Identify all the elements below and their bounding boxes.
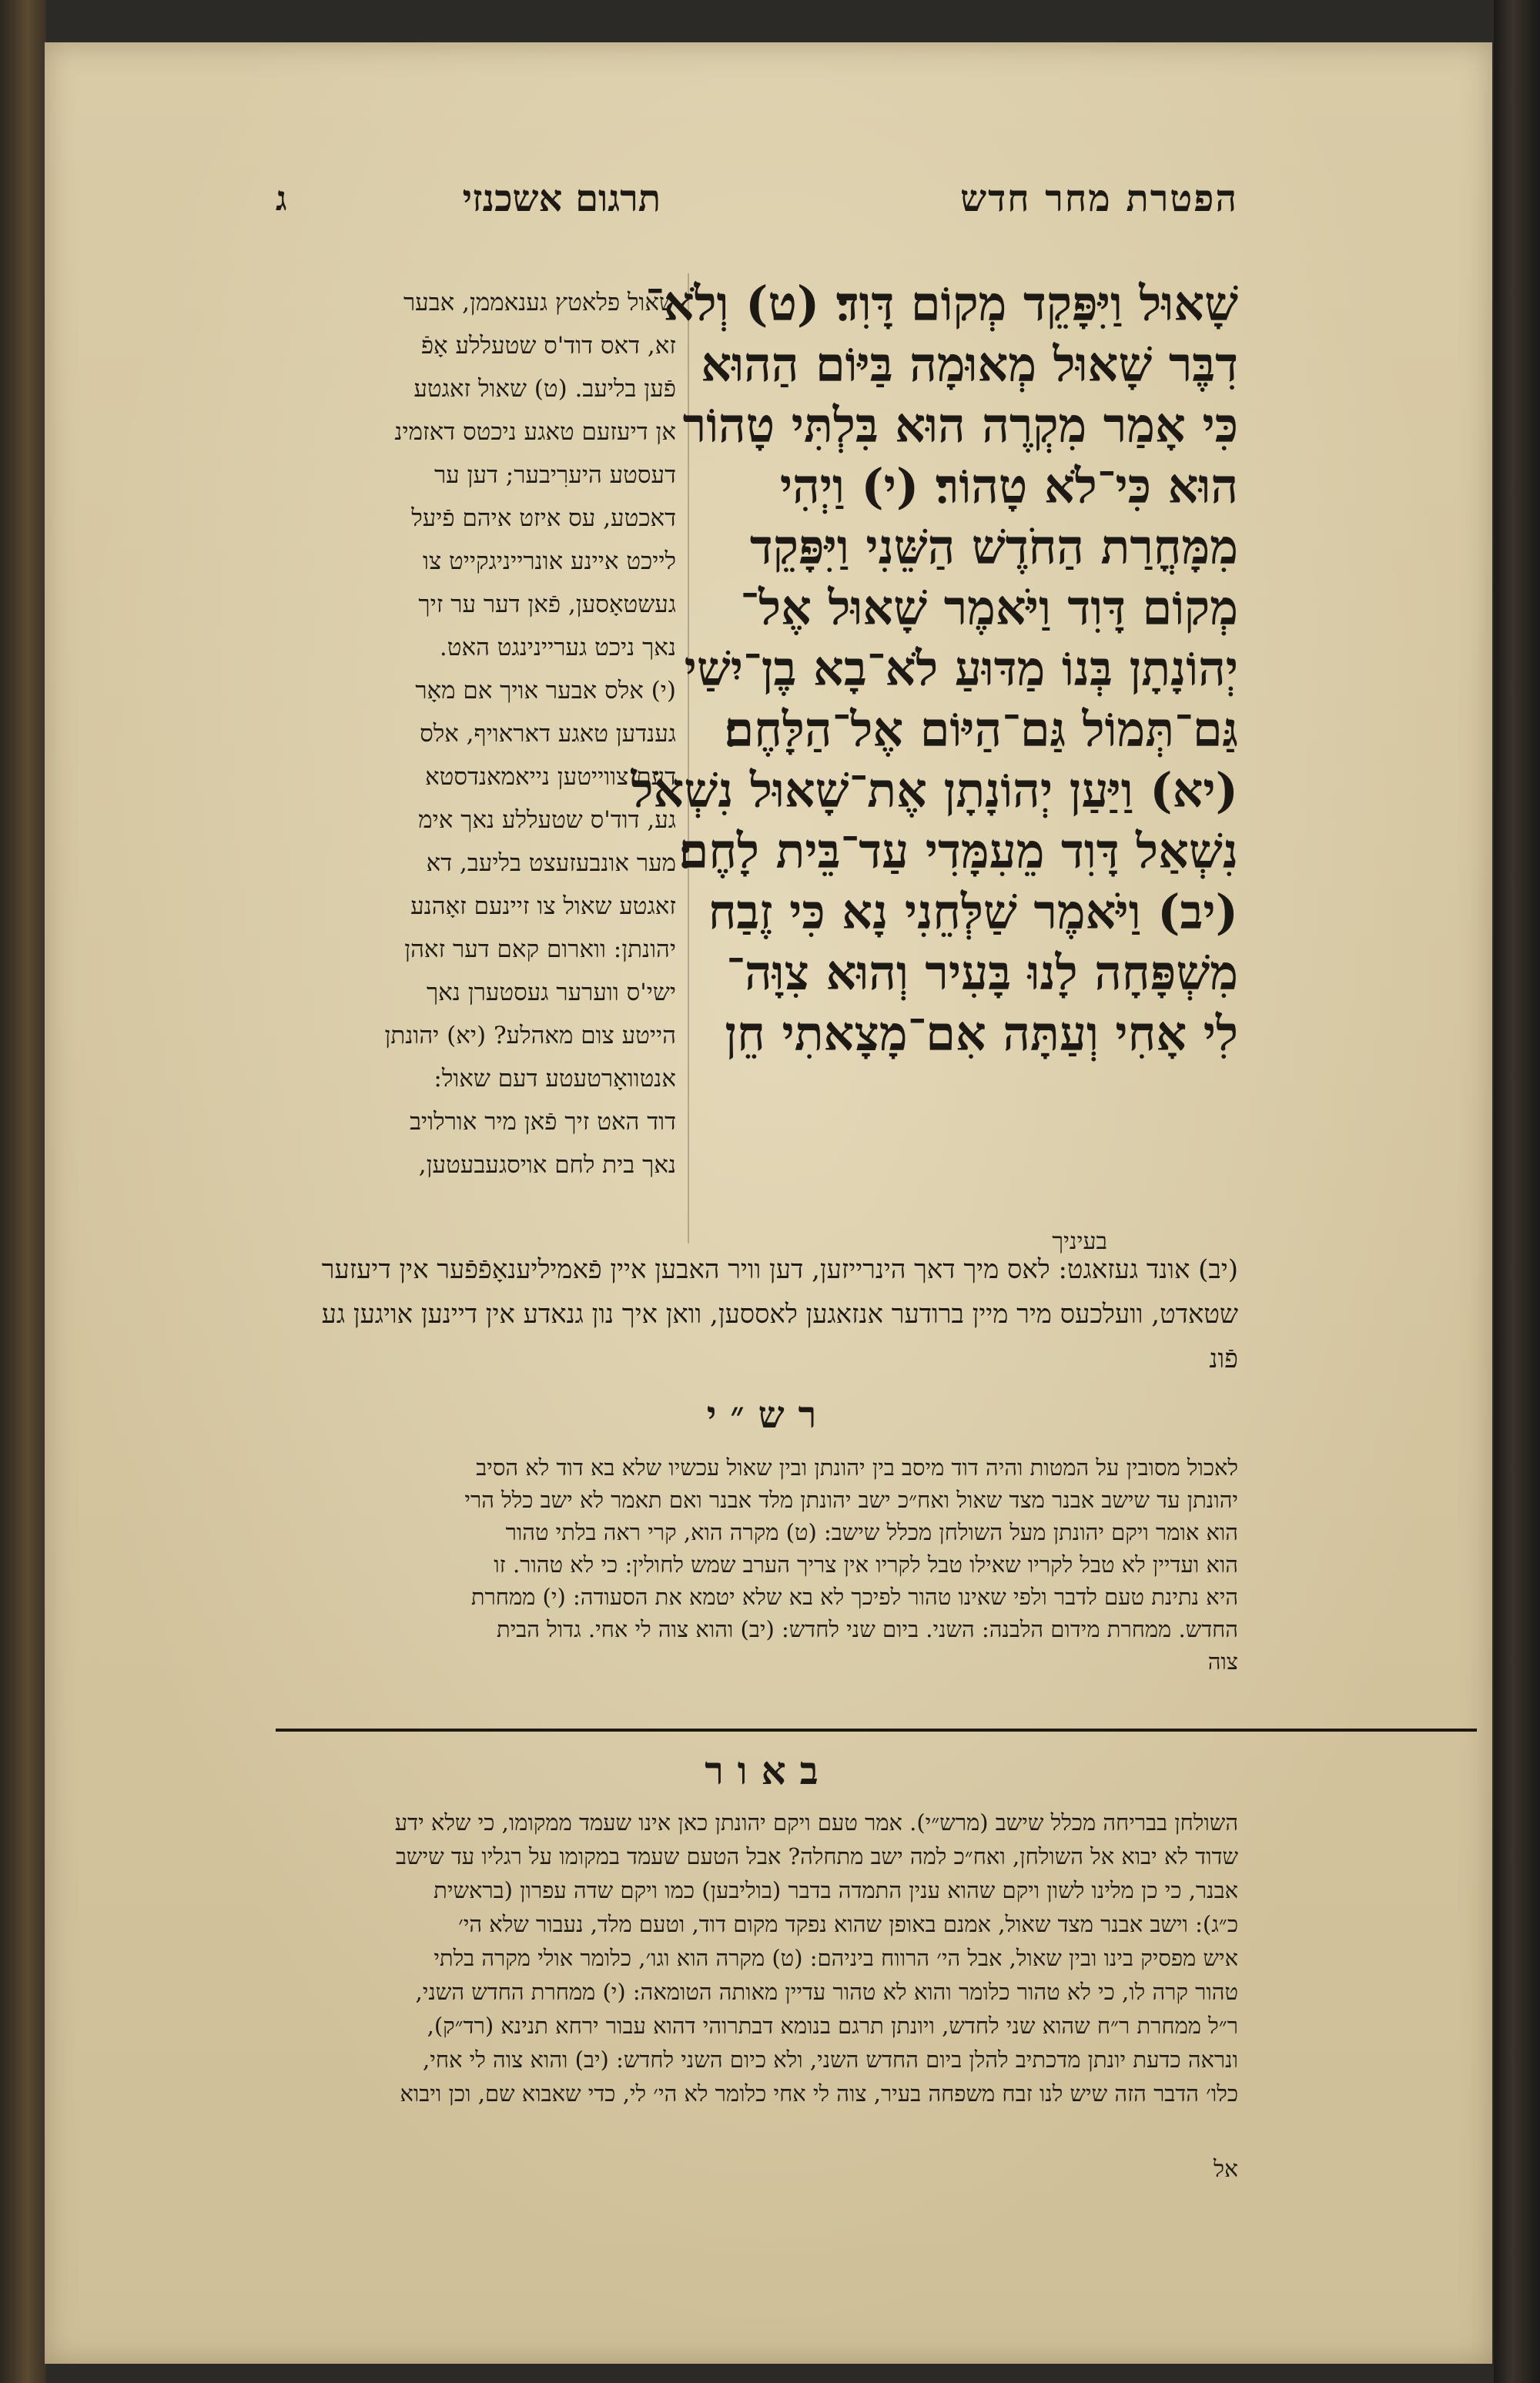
targum-line: אן דיעזעם טאגע ניכטס דאזמינ [394,418,676,446]
targum-line: יהונתן: ווארום קאם דער זאהן [404,935,676,963]
biur-line: טהור קרה לו, כי לא טהור כלומר והוא לא טהור עדיין מאותה הטומאה: (י) ממחרת החדש השני, [415,1979,1238,2005]
rashi-heading: רש״י [706,1394,831,1437]
rashi-commentary [52,1451,1238,1678]
biur-line: כ״ג): וישב אבנר מצד שאול, אמנם באופן שהוא נפקד מקום דוד, וטעם מלד, נעבור שלא הי׳ [458,1911,1238,1937]
page-header-title: הפטרת מחר חדש [960,177,1238,220]
main-text-line: (יא) וַיַּעַן יְהוֹנָתָן אֶת־שָׁאוּל נִשְׁאֹל [631,762,1238,818]
biur-line: כלו׳ הדבר הזה שיש לנו זבח משפחה בעיר, צוה לי אחי כלומר לא הי׳ לי, כדי שאבוא שם, וכן ויבוא [400,2080,1238,2107]
main-text-line: לִי אָחִי וְעַתָּה אִם־מָצָאתִי חֵן [725,1006,1238,1062]
rashi-line: צוה [1207,1648,1238,1675]
targum-wide-line: שטאדט, וועלכעס מיר מיין ברודער אנזאגען לאססען, וואן איך נון גנאדע אין דיינען אויגען גע [321,1299,1238,1330]
biur-commentary [52,1806,1238,2110]
targum-line: דאכטע, עס איזט איהם פֿיעל [411,504,676,532]
targum-line: שאול פלאטץ גענאממן, אבער [403,289,676,316]
rashi-line: החדש. ממחרת מידום הלבנה: השני. ביום שני לחדש: (יב) והוא צוה לי אחי. גדול הבית [497,1616,1238,1642]
biur-line: ונראה כדעת יונתן מדכתיב להלן ביום החדש השני, ולא כיום השני לחדש: (יב) והוא צוה לי אחי, [423,2047,1238,2073]
main-text-line: הוּא כִּי־לֹא טָהוֹר׃ (י) וַיְהִי [779,458,1238,514]
targum-line: ישי'ס ווערער געסטערן נאך [426,979,676,1006]
targum-line: זאגטע שאול צו זיינעם זאָהנע [410,892,676,920]
book-page-edge-right [1494,0,1540,2383]
main-text-line: שָׁאוּל וַיִּפָּקֵד מְקוֹם דָּוִד׃ (ט) וְלֹא־ [645,276,1238,332]
main-text-line: מִשְׁפָּחָה לָנוּ בָּעִיר וְהוּא צִוָּה־ [726,945,1238,1001]
rashi-line: הוא אומר ויקם יהונתן מעל השולחן מכלל שישב: (ט) מקרה הוא, קרי ראה בלתי טהור [505,1519,1238,1545]
targum-line: געשטאָסען, פֿאן דער ער זיך [418,591,676,618]
targum-line: לייכט איינע אונרייניגקייט צו [423,547,676,575]
targum-line: דעם צווייטען נייאמאנדסטא [425,763,676,791]
targum-line: נאך בית לחם אויסגעבעטען, [418,1151,676,1179]
targum-wide-line: פֿונ [1209,1344,1238,1374]
targum-line: נאך ניכט געריינינגט האט. [439,634,676,661]
biur-line: השולחן בבריחה מכלל שישב (מרש״י). אמר טעם ויקם יהונתן כאן אינו שעמד ממקומו, כי שלא ידע [394,1809,1238,1836]
targum-line: זא, דאס דוד'ס שטעללע אָפֿ [420,332,676,360]
main-text-line: יְהוֹנָתָן בְּנוֹ מַדּוּעַ לֹא־בָא בֶן־יִשַׁי [684,641,1238,697]
rashi-line: יהונתן עד שישב אבנר מצד שאול ואח״כ ישב יהונתן מלד אבנר ואם תאמר לא ישב כלל הרי [464,1487,1238,1513]
targum-line: אנטוואָרטעטע דעם שאול: [434,1065,676,1093]
rashi-line: לאכול מסובין על המטות והיה דוד מיסב בין יהונתן ובין שאול עכשיו שלא בא דוד לא הסיב [476,1454,1238,1481]
main-text-catchword: בעיניך [1052,1228,1107,1255]
rashi-line: היא נתינת טעם לדבר ולפי שאינו טהור לפיכך לא בא שלא יטמא את הסעודה: (י) ממחרת [470,1584,1238,1610]
main-text-line: דִבֶּר שָׁאוּל מְאוּמָה בַּיּוֹם הַהוּא [701,336,1238,393]
page-header-side-title: תרגום אשכנזי [462,177,661,220]
targum-wide-line: (יב) אונד געזאגט: לאס מיך דאך הינרייזען, דען וויר האבען איין פֿאמיליענאָפֿפֿער אין דיעזער [321,1254,1238,1285]
rashi-line: הוא ועדיין לא טבל לקריו שאילו טבל לקריו אין צריך הערב שמש לחולין: כי לא טהור. זו [494,1551,1238,1578]
page-number: ג [276,179,287,219]
targum-line: גענדען טאגע דאראויף, אלס [420,720,676,748]
biur-line: איש מפסיק בינו ובין שאול, אבל הי׳ הרווח ביניהם: (ט) מקרה הוא וגו׳, כלומר אולי מקרה בלתי [434,1945,1238,1971]
biur-catchword: אל [1213,2156,1238,2183]
targum-line: גע, דוד'ס שטעללע נאך אימ [418,806,676,834]
main-text-line: נִשְׁאַל דָּוִד מֵעִמָּדִי עַד־בֵּית לָחֶם׃ [678,823,1238,879]
targum-wide-block [52,1247,1238,1381]
main-text-line: כִּי אָמַר מִקְרֶה הוּא בִּלְתִּי טָהוֹר [682,397,1238,454]
section-divider [276,1729,1477,1732]
column-divider [688,273,689,1243]
targum-line: הייטע צום מאהלע? (יא) יהונתן [384,1022,676,1049]
book-page [45,42,1492,2364]
targum-line: דעסטע היערִיבער; דען ער [434,461,676,489]
targum-line: פֿען בליעב. (ט) שאול זאגטע [413,375,676,403]
book-spine-left [0,0,46,2383]
main-text-line: מְקוֹם דָּוִד וַיֹּאמֶר שָׁאוּל אֶל־ [740,580,1238,636]
targum-column [276,281,676,1186]
targum-line: מער אונבעזעצט בליעב, דא [426,849,676,877]
biur-line: אבנר, כי כן מלינו לשון ויקם שהוא ענין התמדה בדבר (בוליבען) כמו ויקם שדה עפרון (בראשית [434,1877,1238,1903]
biur-line: שדוד לא יבוא אל השולחן, ואח״כ למה ישב מתחלה? אבל הטעם שעמד במקומו על רגליו עד שישב [395,1843,1238,1869]
main-text-line: גַּם־תְּמוֹל גַּם־הַיּוֹם אֶל־הַלָּחֶם׃ [724,701,1238,758]
biur-line: ר״ל ממחרת ר״ח שהוא שני לחדש, ויונתן תרגם בנומא דבתרוהי דהוא עבור ירחא תנינא (רד״ק), [427,2013,1238,2039]
targum-line: דוד האט זיך פֿאן מיר אורלויב [410,1108,676,1136]
main-text-line: (יב) וַיֹּאמֶר שַׁלְּחֵנִי נָא כִּי זֶבַח [708,884,1238,940]
biur-heading: באור [705,1748,832,1793]
main-text-line: מִמָּחֳרַת הַחֹדֶשׁ הַשֵּׁנִי וַיִּפָּקֵד [749,519,1238,575]
targum-line: (י) אלס אבער אויך אם מאָר [415,677,676,705]
